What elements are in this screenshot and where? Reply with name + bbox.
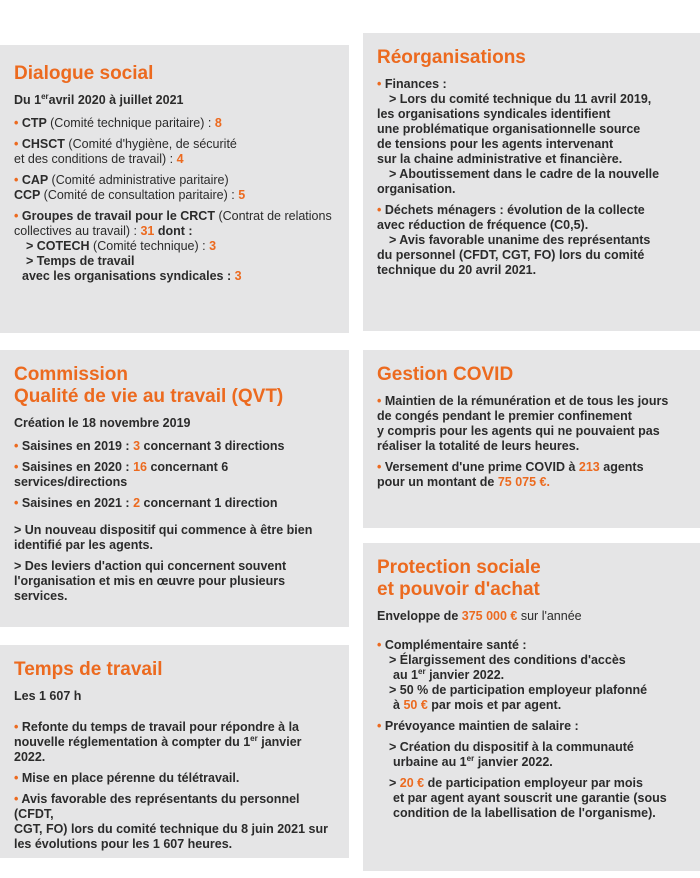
item-chsct: • CHSCT (Comité d'hygiène, de sécurité et des conditions de travail) : 4	[14, 137, 237, 166]
card-subtitle: Enveloppe de 375 000 € sur l'année	[377, 609, 582, 623]
item-finances: • Finances : > Lors du comité technique du 11 avril 2019, les organisations syndicales identifient une problématique organisationnelle source de tensions pour les agents intervenant sur la chaine administrative et financière. > Aboutissement dans le cadre de la nouvelle organisation.	[377, 77, 660, 196]
item-saisines-2019: • Saisines en 2019 : 3 concernant 3 directions	[14, 439, 285, 453]
card-title: Dialogue social	[14, 63, 154, 84]
card-title: Temps de travail	[14, 659, 163, 680]
card-reorganisations	[363, 33, 700, 331]
item-teletravail: • Mise en place pérenne du télétravail.	[14, 771, 240, 785]
card-qvt	[0, 350, 349, 627]
item-dechets: • Déchets ménagers : évolution de la collecte avec réduction de fréquence (C0,5). > Avis favorable unanime des représentants du personnel (CFDT, CGT, FO) lors du comité technique du 20 avril 2021.	[377, 203, 651, 277]
item-maintien: • Maintien de la rémunération et de tous les jours de congés pendant le premier confinement y compris pour les agents qui ne pouvaient pas réaliser la totalité de leurs heures.	[377, 394, 669, 453]
item-saisines-2021: • Saisines en 2021 : 2 concernant 1 direction	[14, 496, 278, 510]
item-refonte: • Refonte du temps de travail pour répondre à la nouvelle réglementation à compter du 1er janvier 2022.	[14, 720, 302, 764]
item-prime: • Versement d'une prime COVID à 213 agents pour un montant de 75 075 €.	[377, 460, 644, 489]
item-saisines-2020: • Saisines en 2020 : 16 concernant 6 services/directions	[14, 460, 229, 489]
card-title: Protection sociale et pouvoir d'achat	[377, 557, 541, 600]
card-subtitle: Création le 18 novembre 2019	[14, 416, 191, 430]
card-title: Réorganisations	[377, 47, 526, 68]
card-subtitle: Les 1 607 h	[14, 689, 82, 703]
card-gestion-covid	[363, 350, 700, 528]
note-leviers: > Des leviers d'action qui concernent souvent l'organisation et mis en œuvre pour plusieurs services.	[14, 559, 287, 603]
card-title: Gestion COVID	[377, 364, 514, 385]
item-cap-ccp: • CAP (Comité administrative paritaire) CCP (Comité de consultation paritaire) : 5	[14, 173, 246, 202]
card-temps-de-travail	[0, 645, 349, 858]
card-title: Commission Qualité de vie au travail (QVT)	[14, 364, 284, 407]
item-complementaire: • Complémentaire santé : > Élargissement des conditions d'accès au 1er janvier 2022. > 50 % de participation employeur plafonné à 50 € par mois et par agent.	[377, 638, 648, 712]
item-avis: • Avis favorable des représentants du personnel (CFDT, CGT, FO) lors du comité technique du 8 juin 2021 sur les évolutions pour les 1 607 heures.	[14, 792, 328, 851]
card-protection-sociale	[363, 543, 700, 871]
card-dialogue-social	[0, 45, 349, 333]
item-ctp: • CTP (Comité technique paritaire) : 8	[14, 116, 222, 130]
item-prevoyance: • Prévoyance maintien de salaire : > Création du dispositif à la communauté urbaine au 1er janvier 2022. > 20 € de participation employeur par mois et par agent ayant souscrit une garantie (sous condition de la labellisation de l'organisme).	[377, 719, 667, 820]
item-groupes: • Groupes de travail pour le CRCT (Contrat de relations collectives au travail) : 31 dont : > COTECH (Comité technique) : 3 > Temps de travail avec les organisations syndicales : 3	[14, 209, 332, 283]
card-subtitle: Du 1eravril 2020 à juillet 2021	[14, 91, 184, 107]
note-dispositif: > Un nouveau dispositif qui commence à être bien identifié par les agents.	[14, 523, 313, 552]
